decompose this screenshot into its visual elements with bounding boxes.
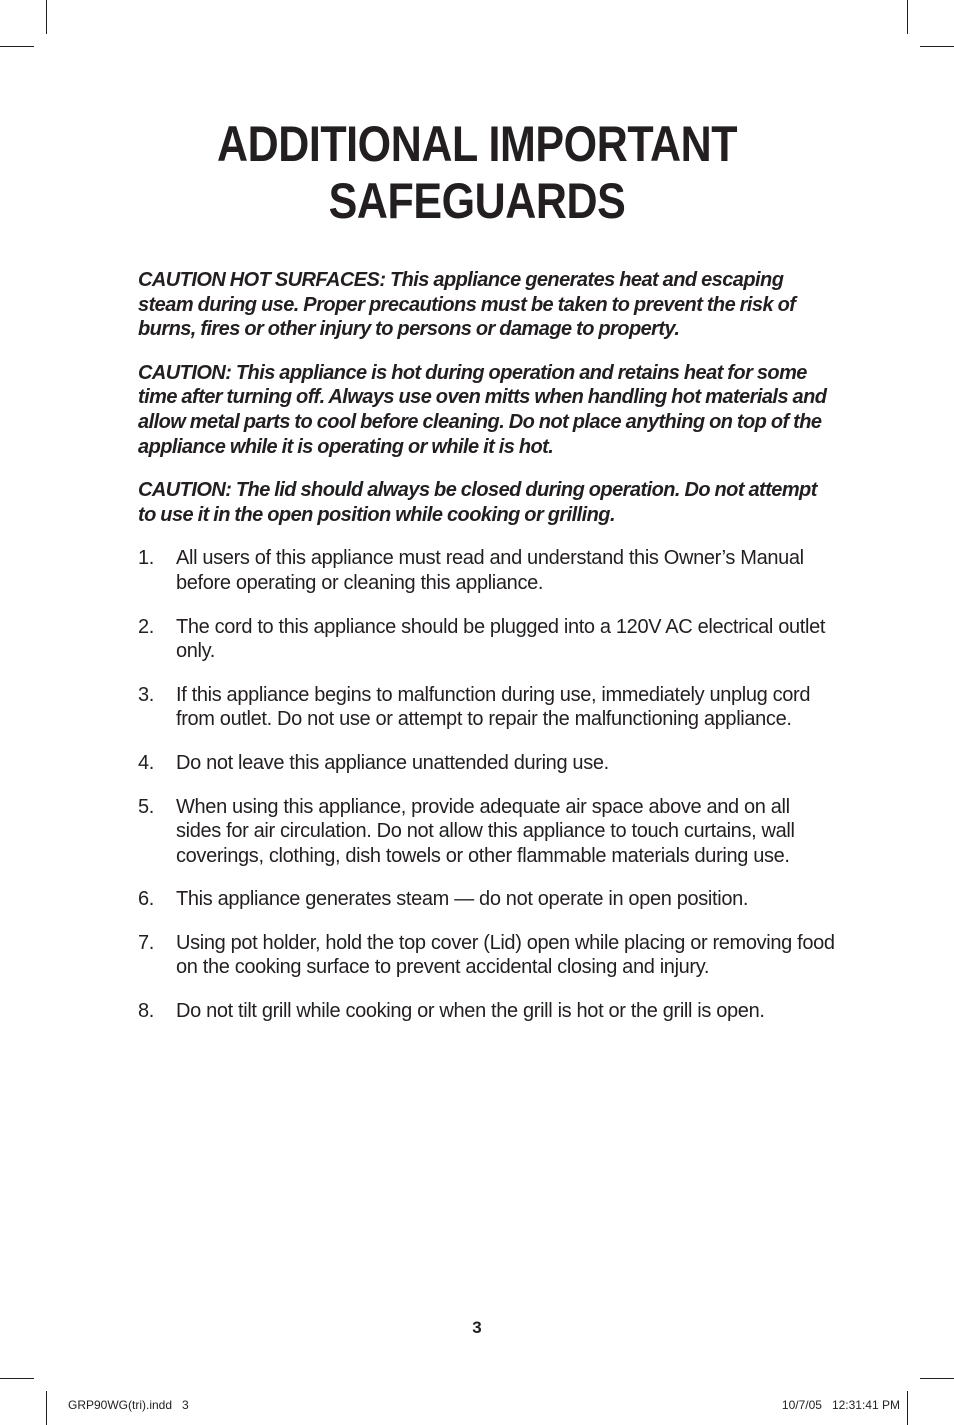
list-item-text: When using this appliance, provide adequate air space above and on all sides for air circulation. Do not allow this appliance to touch curtains, wall coverings, clothing, dish towels or other flammable materials during use. xyxy=(176,795,795,867)
list-item-number: 5. xyxy=(138,795,154,818)
list-item xyxy=(138,887,838,912)
caution-lid-closed: CAUTION: The lid should always be closed during operation. Do not attempt to use it in the open position while cooking or grilling. xyxy=(138,479,817,526)
list-item-number: 3. xyxy=(138,683,154,706)
list-item xyxy=(138,546,838,595)
list-item xyxy=(138,751,838,776)
crop-mark xyxy=(0,46,34,47)
list-item-number: 4. xyxy=(138,751,154,774)
list-item xyxy=(138,615,838,664)
crop-mark xyxy=(46,1391,47,1425)
caution-retains-heat: CAUTION: This appliance is hot during operation and retains heat for some time after turning off. Always use oven mitts when handling hot materials and allow metal parts to cool before cleaning. Do not place anything on top of the appliance while it is operating or while it is hot. xyxy=(138,361,827,458)
page-title xyxy=(67,116,887,230)
list-item xyxy=(138,931,838,980)
slug-file: GRP90WG(tri).indd 3 xyxy=(68,1398,189,1412)
page-title-line-2: SAFEGUARDS xyxy=(328,173,626,229)
list-item-text: The cord to this appliance should be plugged into a 120V AC electrical outlet only. xyxy=(176,615,826,663)
crop-mark xyxy=(907,0,908,34)
list-item-number: 6. xyxy=(138,888,154,911)
page-title-line-1: ADDITIONAL IMPORTANT xyxy=(216,116,738,172)
list-item-text: This appliance generates steam — do not operate in open position. xyxy=(176,888,749,911)
crop-mark xyxy=(920,1378,954,1379)
list-item xyxy=(138,683,838,732)
list-item-text: Using pot holder, hold the top cover (Lid) open while placing or removing food on the cooking surface to prevent accidental closing and injury. xyxy=(176,931,835,979)
crop-mark xyxy=(907,1391,908,1425)
list-item-text: All users of this appliance must read and understand this Owner’s Manual before operating or cleaning this appliance. xyxy=(176,547,804,594)
list-item-number: 8. xyxy=(138,1000,154,1023)
list-item-text: Do not tilt grill while cooking or when the grill is hot or the grill is open. xyxy=(176,1000,765,1023)
crop-mark xyxy=(920,46,954,47)
list-item-number: 7. xyxy=(138,931,154,954)
list-item-number: 2. xyxy=(138,615,154,638)
slug-timestamp: 10/7/05 12:31:41 PM xyxy=(781,1398,900,1412)
crop-mark xyxy=(46,0,47,34)
caution-hot-surfaces: CAUTION HOT SURFACES: This appliance generates heat and escaping steam during use. Proper precautions must be taken to prevent the risk of burns, fires or other injury to persons or damage to property. xyxy=(138,269,796,341)
list-item-number: 1. xyxy=(138,547,154,570)
list-item-text: If this appliance begins to malfunction during use, immediately unplug cord from outlet. Do not use or attempt to repair the malfunctioning appliance. xyxy=(176,683,811,731)
list-item xyxy=(138,999,838,1024)
list-item-text: Do not leave this appliance unattended during use. xyxy=(176,751,609,774)
crop-mark xyxy=(0,1378,34,1379)
safeguards-content xyxy=(138,268,838,1043)
list-item xyxy=(138,795,838,869)
page-number: 3 xyxy=(472,1318,482,1337)
